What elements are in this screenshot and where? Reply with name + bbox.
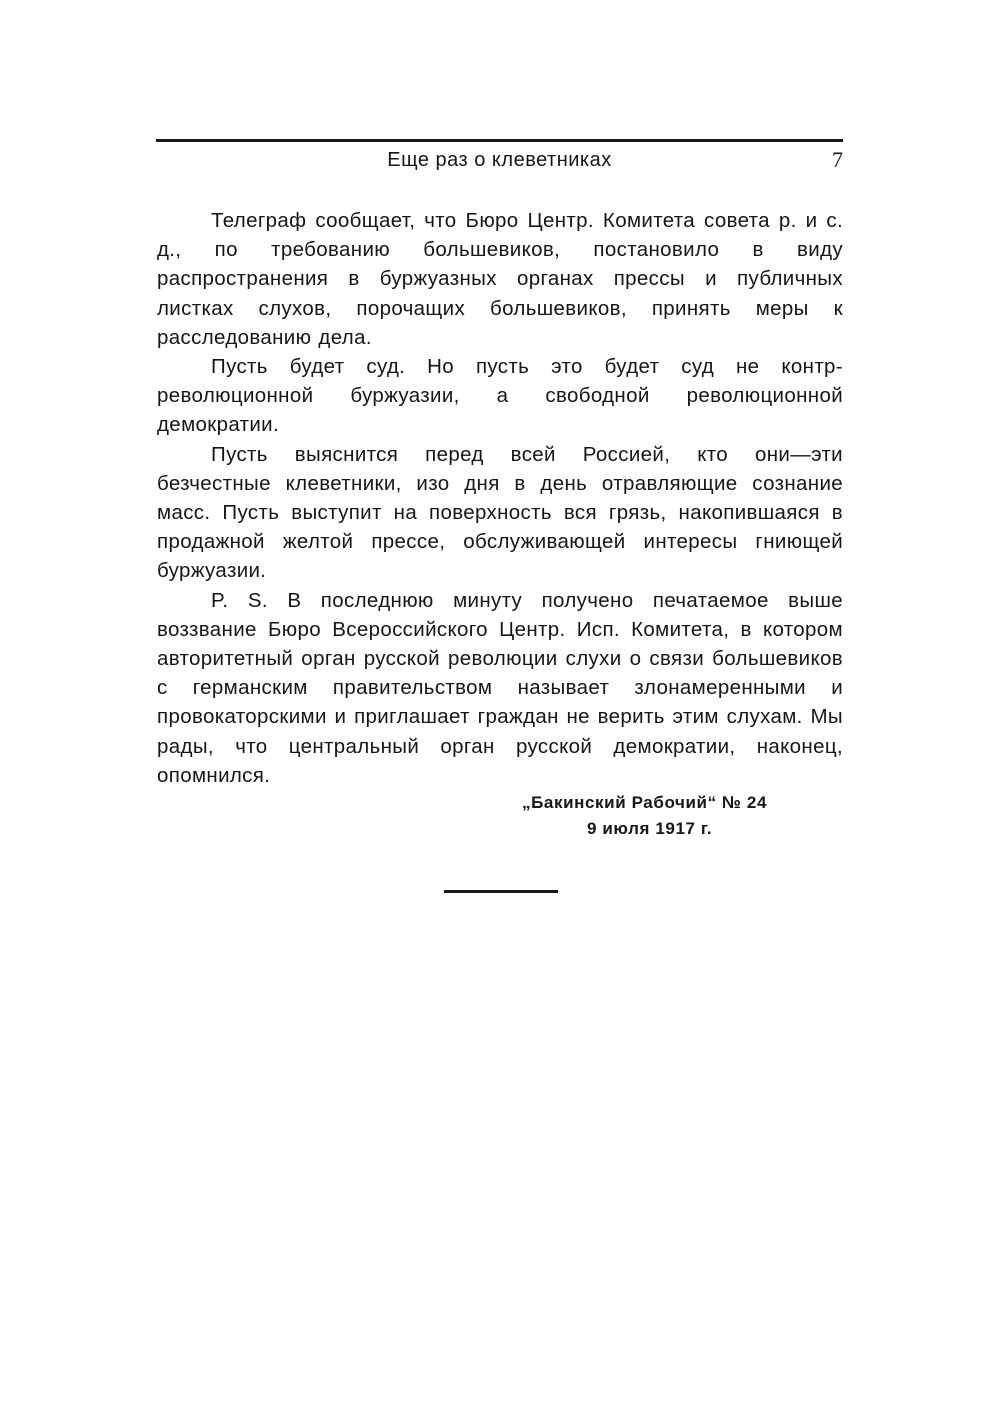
paragraph-2: Пусть будет суд. Но пусть это будет суд не контр-революционной буржуазии, а свободной революционной демократии.	[157, 355, 843, 437]
paragraph-3: Пусть выяснится перед всей Россией, кто они—эти безчестные клеветники, изо дня в день отравляющие сознание масс. Пусть выступит на поверхность вся грязь, накопившаяся в продажной желтой прессе, обслуживающей интересы гниющей буржуазии.	[157, 442, 843, 583]
page-number: 7	[832, 147, 843, 172]
source-newspaper: „Бакинский Рабочий“ № 24	[522, 793, 767, 812]
header-rule	[156, 139, 843, 142]
paragraph-4-postscript: P. S. В последнюю минуту получено печатаемое выше воззвание Бюро Всероссийского Центр. Исп. Комитета, в котором авторитетный орган русской революции слухи о связи большевиков с германским правительством называет злонамеренными и провокаторскими и приглашает граждан не верить этим слухам. Мы рады, что центральный орган русской демократии, наконец, опомнился.	[157, 588, 843, 787]
running-title: Еще раз о клеветниках	[387, 149, 612, 171]
article-body	[157, 206, 843, 790]
running-head	[156, 147, 843, 175]
source-signature	[440, 790, 860, 842]
paragraph-1: Телеграф сообщает, что Бюро Центр. Комитета совета р. и с. д., по требованию большевиков, постановило в виду распространения в буржуазных органах прессы и публичных листках слухов, порочащих большевиков, принять меры к расследованию дела.	[157, 209, 843, 349]
source-date: 9 июля 1917 г.	[587, 819, 713, 838]
end-rule	[444, 890, 558, 893]
